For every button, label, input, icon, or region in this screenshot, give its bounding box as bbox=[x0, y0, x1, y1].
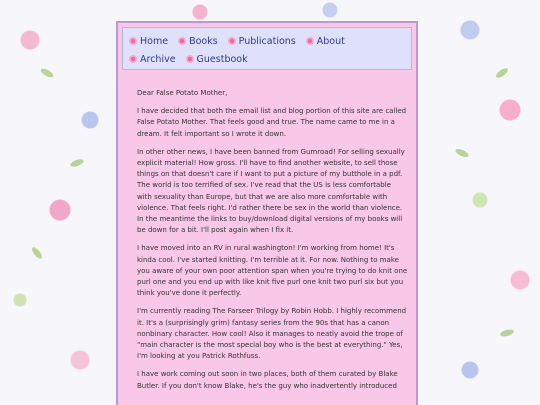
main-panel bbox=[116, 21, 418, 405]
leaf-decoration bbox=[454, 147, 469, 158]
post-paragraph: I'm currently reading The Farseer Trilogy by Robin Hobb. I highly recommend it. It's a (surprisingly grim) fantasy series from the 90s that has a canon nonbinary character. How cool! Also it manages to neatly avoid the trope of "main character is the most special boy who is the best at everything." Yes, I'm looking at you Patrick Rothfuss. bbox=[137, 307, 407, 361]
post-paragraph: I have work coming out soon in two places, both of them curated by Blake Butler. If you don't know Blake, he's the guy who inadvertently introduced bbox=[137, 370, 398, 390]
post-paragraph: I have decided that both the email list and blog portion of this site are called False Potato Mother. That feels good and true. The name came to me in a dream. It felt important so I wrote it down. bbox=[137, 107, 407, 138]
flower-icon bbox=[129, 55, 137, 63]
flower-icon bbox=[306, 37, 314, 45]
flower-icon bbox=[129, 37, 137, 45]
nav-label: Guestbook bbox=[196, 53, 248, 65]
nav-item-guestbook[interactable] bbox=[186, 54, 248, 65]
post-content bbox=[118, 70, 416, 392]
leaf-decoration bbox=[39, 67, 54, 79]
post-greeting: Dear False Potato Mother, bbox=[137, 89, 228, 97]
nav-item-books[interactable] bbox=[178, 36, 218, 47]
nav-row bbox=[129, 32, 405, 50]
leaf-decoration bbox=[30, 246, 44, 261]
flower-icon bbox=[178, 37, 186, 45]
leaf-decoration bbox=[495, 67, 510, 80]
nav-label: Books bbox=[189, 35, 218, 47]
nav-label: About bbox=[316, 35, 345, 47]
post-paragraph: In other other news, I have been banned from Gumroad! For selling sexually explicit material! How gross. I'll have to find another website, to sell those things on that doesn't care if I want to put a picture of my butthole in a pdf. The world is too terrified of sex. I've read that the US is less comfortable with sexuality than Europe, but that we are also more comfortable with violence. That feels right. I'd rather there be sex in the world than violence. In the meantime the links to buy/download digital versions of my books will be down for a bit. I'll post again when I fix it. bbox=[137, 147, 405, 235]
nav-bar bbox=[122, 27, 412, 70]
nav-item-publications[interactable] bbox=[228, 36, 296, 47]
nav-label: Publications bbox=[238, 35, 296, 47]
nav-item-archive[interactable] bbox=[129, 54, 176, 65]
nav-row bbox=[129, 50, 405, 68]
leaf-decoration bbox=[69, 158, 84, 168]
nav-label: Home bbox=[140, 35, 169, 47]
nav-item-home[interactable] bbox=[129, 36, 168, 47]
post-paragraph: I have moved into an RV in rural washington! I'm working from home! It's kinda cool. I've started knitting. I'm terrible at it. For now. Nothing to make you aware of your own poor attention span when you're trying to do knit one purl one and you end up with like knit five purl one knit two purl six but you think you've done it perfectly. bbox=[137, 244, 408, 298]
flower-icon bbox=[186, 55, 194, 63]
nav-item-about[interactable] bbox=[306, 36, 345, 47]
nav-label: Archive bbox=[140, 53, 176, 65]
flower-icon bbox=[228, 37, 236, 45]
leaf-decoration bbox=[499, 328, 514, 337]
